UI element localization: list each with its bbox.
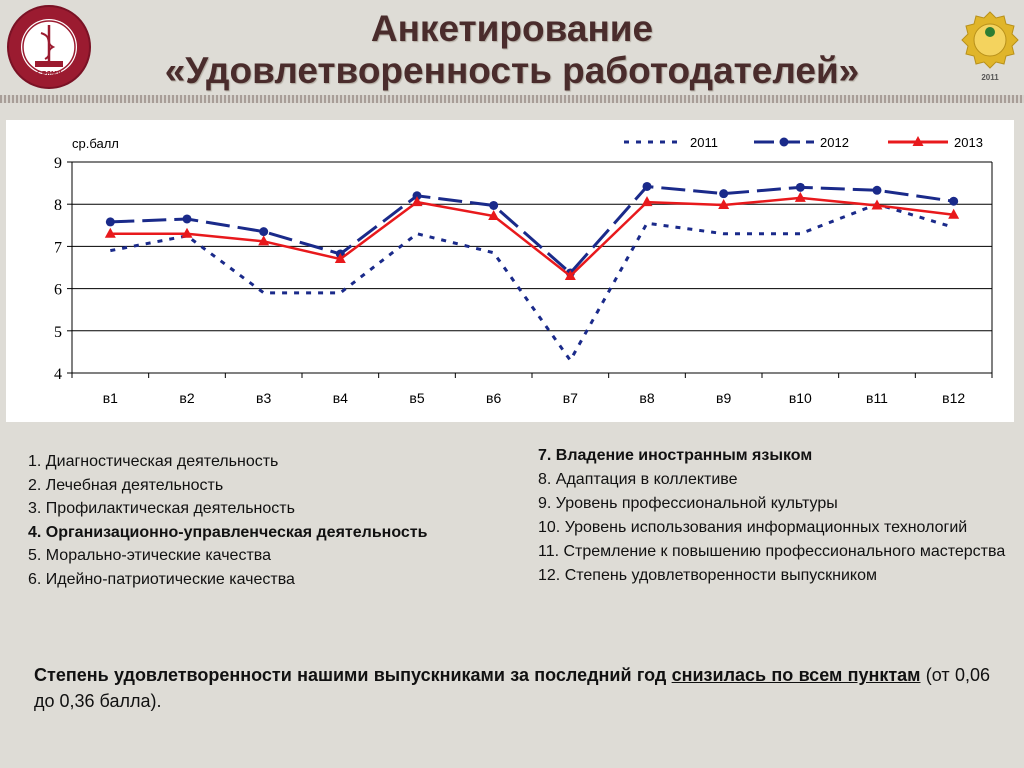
data-point bbox=[106, 217, 115, 226]
y-tick-label: 8 bbox=[54, 197, 62, 215]
x-tick-label: в6 bbox=[486, 390, 502, 406]
line-chart bbox=[6, 120, 1014, 422]
criteria-item: 8. Адаптация в коллективе bbox=[538, 471, 738, 488]
criteria-item: 7. Владение иностранным языком bbox=[538, 447, 813, 464]
y-tick-label: 7 bbox=[54, 239, 62, 257]
y-axis-label: ср.балл bbox=[72, 136, 119, 151]
criteria-item: 1. Диагностическая деятельность bbox=[28, 453, 279, 470]
summary-part-1: Степень удовлетворенности нашими выпускниками за последний год bbox=[34, 665, 672, 685]
x-tick-label: в1 bbox=[102, 390, 118, 406]
criteria-item: 11. Стремление к повышению профессионального мастерства bbox=[538, 543, 1006, 560]
chart-container bbox=[6, 120, 1014, 422]
x-tick-label: в11 bbox=[866, 390, 888, 406]
title-line-2: «Удовлетворенность работодателей» bbox=[164, 50, 860, 91]
criteria-list-right bbox=[538, 444, 1018, 588]
criteria-item: 4. Организационно-управленческая деятельность bbox=[28, 523, 428, 541]
x-tick-label: в10 bbox=[788, 390, 812, 406]
data-point bbox=[183, 214, 192, 223]
x-tick-label: в12 bbox=[942, 390, 966, 406]
data-point bbox=[949, 197, 958, 206]
page-title bbox=[0, 8, 1024, 92]
criteria-item: 12. Степень удовлетворенности выпускником bbox=[538, 567, 877, 584]
criteria-list-left bbox=[28, 450, 528, 591]
data-point bbox=[796, 183, 805, 192]
criteria-item: 5. Морально-этические качества bbox=[28, 547, 271, 564]
legend-label: 2012 bbox=[820, 135, 849, 150]
criteria-item: 10. Уровень использования информационных технологий bbox=[538, 519, 968, 536]
y-tick-label: 6 bbox=[54, 281, 62, 299]
criteria-item: 9. Уровень профессиональной культуры bbox=[538, 495, 838, 512]
data-point bbox=[489, 201, 498, 210]
x-tick-label: в8 bbox=[639, 390, 655, 406]
data-point bbox=[643, 182, 652, 191]
svg-text:2011: 2011 bbox=[981, 73, 999, 82]
data-point bbox=[873, 186, 882, 195]
series-line-2011 bbox=[110, 204, 953, 360]
y-tick-label: 5 bbox=[54, 323, 62, 341]
data-point bbox=[259, 227, 268, 236]
y-tick-label: 4 bbox=[54, 366, 62, 383]
criteria-item: 2. Лечебная деятельность bbox=[28, 476, 224, 494]
criteria-item: 3. Профилактическая деятельность bbox=[28, 500, 295, 517]
summary-text bbox=[34, 662, 990, 714]
criteria-item: 6. Идейно-патриотические качества bbox=[28, 570, 295, 588]
svg-text:СРДМУ: СРДМУ bbox=[36, 71, 62, 78]
x-tick-label: в3 bbox=[256, 390, 272, 406]
data-point bbox=[719, 189, 728, 198]
series-line-2013 bbox=[110, 198, 953, 276]
y-tick-label: 9 bbox=[54, 155, 62, 172]
legend-label: 2011 bbox=[690, 135, 718, 150]
x-tick-label: в4 bbox=[332, 390, 348, 406]
title-line-1: Анкетирование bbox=[370, 8, 654, 49]
x-tick-label: в7 bbox=[562, 390, 578, 406]
summary-part-2: снизилась по всем пунктам bbox=[671, 665, 921, 685]
x-tick-label: в2 bbox=[179, 390, 195, 406]
summary-part-3: (от 0,06 до 0,36 балла). bbox=[34, 665, 990, 711]
legend-label: 2013 bbox=[954, 135, 983, 150]
header-divider bbox=[0, 95, 1024, 103]
data-point bbox=[795, 192, 806, 202]
legend-marker bbox=[780, 138, 789, 147]
x-tick-label: в9 bbox=[716, 390, 732, 406]
x-tick-label: в5 bbox=[409, 390, 425, 406]
